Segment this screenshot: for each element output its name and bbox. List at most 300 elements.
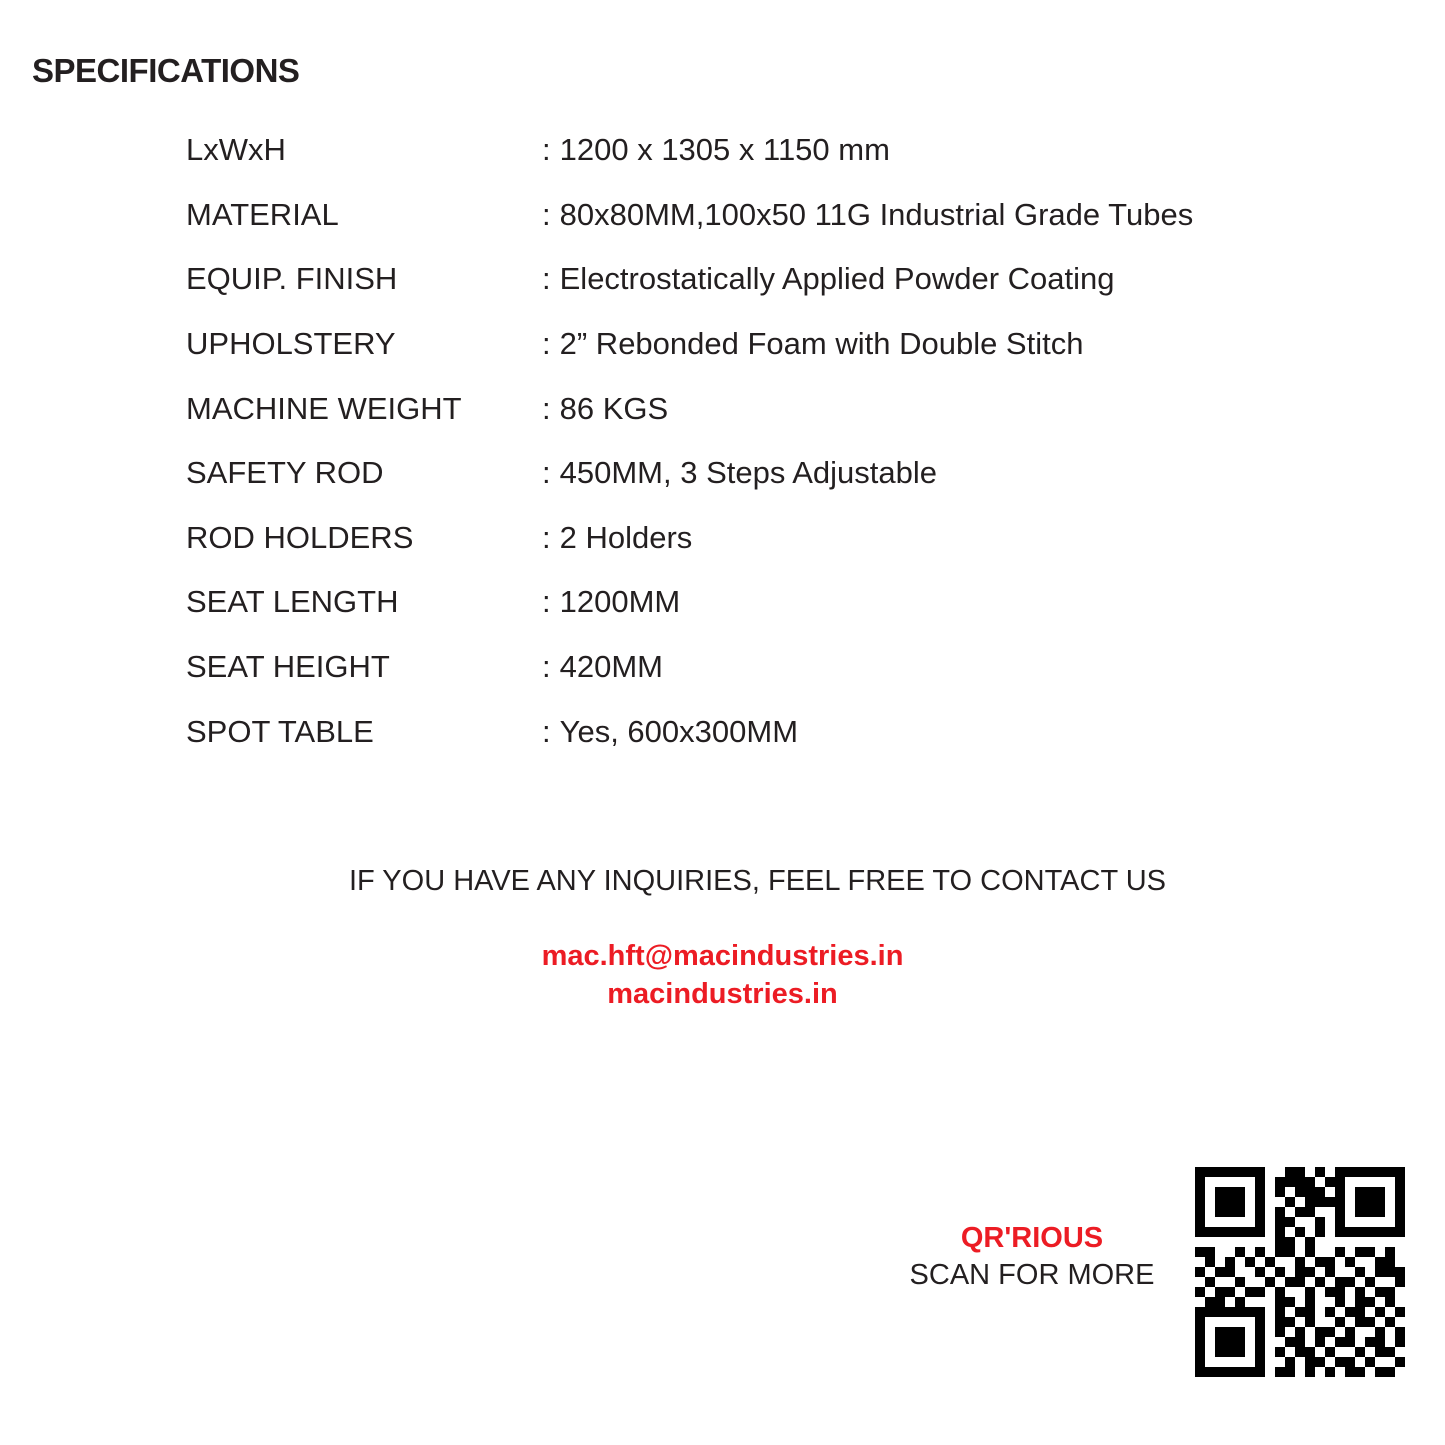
spec-label: SAFETY ROD — [186, 455, 384, 491]
qr-module — [1245, 1187, 1255, 1197]
qr-module — [1395, 1247, 1405, 1257]
spec-colon: : — [542, 261, 551, 297]
qr-module — [1205, 1207, 1215, 1217]
qr-module — [1265, 1297, 1275, 1307]
qr-module — [1345, 1197, 1355, 1207]
qr-module — [1335, 1177, 1345, 1187]
qr-module — [1265, 1347, 1275, 1357]
qr-module — [1315, 1327, 1325, 1337]
qr-module — [1215, 1267, 1225, 1277]
qr-module — [1325, 1247, 1335, 1257]
qr-module — [1245, 1287, 1255, 1297]
qr-module — [1325, 1217, 1335, 1227]
qr-module — [1285, 1227, 1295, 1237]
qr-module — [1345, 1297, 1355, 1307]
qr-module — [1255, 1197, 1265, 1207]
qr-module — [1345, 1207, 1355, 1217]
qr-module — [1285, 1357, 1295, 1367]
qr-module — [1335, 1347, 1345, 1357]
qr-module — [1335, 1197, 1345, 1207]
qr-module — [1305, 1337, 1315, 1347]
spec-label: MATERIAL — [186, 196, 339, 232]
qr-module — [1195, 1247, 1205, 1257]
qr-module — [1325, 1197, 1335, 1207]
qr-module — [1255, 1227, 1265, 1237]
qr-module — [1195, 1207, 1205, 1217]
qr-module — [1235, 1177, 1245, 1187]
spec-colon: : — [542, 390, 551, 426]
qr-module — [1385, 1327, 1395, 1337]
spec-value: 420MM — [559, 649, 663, 685]
qr-module — [1225, 1167, 1235, 1177]
spec-row — [186, 635, 1386, 700]
qr-module — [1275, 1277, 1285, 1287]
spec-label: SPOT TABLE — [186, 713, 374, 749]
spec-label: ROD HOLDERS — [186, 519, 414, 555]
qr-module — [1295, 1307, 1305, 1317]
qr-module — [1325, 1317, 1335, 1327]
qr-module — [1265, 1207, 1275, 1217]
qr-module — [1315, 1277, 1325, 1287]
qr-module — [1395, 1237, 1405, 1247]
qr-module — [1335, 1217, 1345, 1227]
qr-module — [1335, 1267, 1345, 1277]
qr-module — [1315, 1267, 1325, 1277]
qr-module — [1345, 1337, 1355, 1347]
qr-module — [1345, 1357, 1355, 1367]
qr-module — [1355, 1277, 1365, 1287]
qr-module — [1285, 1367, 1295, 1377]
qr-module — [1395, 1277, 1405, 1287]
qr-module — [1295, 1187, 1305, 1197]
qr-module — [1195, 1327, 1205, 1337]
spec-value: 450MM, 3 Steps Adjustable — [559, 455, 938, 491]
qr-module — [1395, 1307, 1405, 1317]
qr-module — [1225, 1357, 1235, 1367]
qr-module — [1215, 1177, 1225, 1187]
qr-module — [1355, 1367, 1365, 1377]
qr-module — [1295, 1167, 1305, 1177]
qr-module — [1335, 1167, 1345, 1177]
qr-module — [1375, 1237, 1385, 1247]
qr-module — [1265, 1307, 1275, 1317]
qr-module — [1195, 1217, 1205, 1227]
qr-module — [1395, 1177, 1405, 1187]
qr-module — [1345, 1287, 1355, 1297]
qr-module — [1285, 1207, 1295, 1217]
spec-colon: : — [542, 584, 551, 620]
qr-module — [1365, 1367, 1375, 1377]
qr-module — [1355, 1187, 1365, 1197]
qr-module — [1325, 1357, 1335, 1367]
qr-module — [1295, 1317, 1305, 1327]
qr-caption — [892, 1220, 1172, 1294]
qr-module — [1345, 1217, 1355, 1227]
qr-module — [1275, 1367, 1285, 1377]
qr-module — [1265, 1177, 1275, 1187]
qr-module — [1315, 1227, 1325, 1237]
qr-module — [1355, 1237, 1365, 1247]
qr-module — [1335, 1317, 1345, 1327]
qr-module — [1255, 1257, 1265, 1267]
qr-module — [1365, 1267, 1375, 1277]
qr-module — [1365, 1277, 1375, 1287]
spec-value: 80x80MM,100x50 11G Industrial Grade Tubes — [559, 196, 1194, 232]
qr-module — [1345, 1277, 1355, 1287]
qr-module — [1315, 1367, 1325, 1377]
qr-module — [1365, 1357, 1375, 1367]
qr-module — [1235, 1217, 1245, 1227]
qr-module — [1285, 1337, 1295, 1347]
qr-module — [1265, 1167, 1275, 1177]
qr-module — [1335, 1237, 1345, 1247]
qr-module — [1325, 1257, 1335, 1267]
qr-module — [1375, 1357, 1385, 1367]
qr-module — [1385, 1357, 1395, 1367]
qr-module — [1225, 1237, 1235, 1247]
qr-module — [1225, 1307, 1235, 1317]
qr-module — [1385, 1337, 1395, 1347]
qr-module — [1265, 1187, 1275, 1197]
qr-module — [1195, 1257, 1205, 1267]
qr-module — [1205, 1277, 1215, 1287]
qr-module — [1355, 1177, 1365, 1187]
qr-module — [1335, 1287, 1345, 1297]
qr-module — [1355, 1347, 1365, 1357]
qr-module — [1315, 1217, 1325, 1227]
qr-module — [1205, 1317, 1215, 1327]
qr-module — [1195, 1197, 1205, 1207]
qr-module — [1315, 1247, 1325, 1257]
qr-module — [1295, 1257, 1305, 1267]
spec-table — [186, 118, 1386, 764]
qr-module — [1205, 1217, 1215, 1227]
qr-module — [1205, 1177, 1215, 1187]
qr-module — [1365, 1237, 1375, 1247]
spec-label: MACHINE WEIGHT — [186, 390, 462, 426]
qr-module — [1385, 1177, 1395, 1187]
qr-module — [1225, 1227, 1235, 1237]
qr-module — [1395, 1327, 1405, 1337]
spec-value: 2” Rebonded Foam with Double Stitch — [559, 326, 1084, 362]
spec-row — [186, 570, 1386, 635]
spec-label: UPHOLSTERY — [186, 326, 396, 362]
qr-module — [1245, 1217, 1255, 1227]
qr-module — [1285, 1287, 1295, 1297]
qr-module — [1375, 1327, 1385, 1337]
qr-module — [1305, 1307, 1315, 1317]
qr-module — [1395, 1337, 1405, 1347]
qr-module — [1385, 1237, 1395, 1247]
qr-module — [1205, 1357, 1215, 1367]
qr-module — [1325, 1227, 1335, 1237]
qr-module — [1345, 1237, 1355, 1247]
qr-module — [1345, 1177, 1355, 1187]
qr-module — [1215, 1247, 1225, 1257]
qr-module — [1385, 1317, 1395, 1327]
qr-module — [1255, 1167, 1265, 1177]
qr-module — [1355, 1317, 1365, 1327]
spec-colon: : — [542, 455, 551, 491]
qr-module — [1245, 1277, 1255, 1287]
qr-module — [1325, 1167, 1335, 1177]
contact-website[interactable]: macindustries.in — [607, 978, 838, 1010]
qr-module — [1295, 1297, 1305, 1307]
qr-module — [1335, 1367, 1345, 1377]
qr-module — [1215, 1277, 1225, 1287]
qr-module — [1385, 1367, 1395, 1377]
qr-module — [1335, 1187, 1345, 1197]
qr-module — [1255, 1237, 1265, 1247]
qr-module — [1325, 1367, 1335, 1377]
qr-module — [1375, 1277, 1385, 1287]
qr-module — [1395, 1347, 1405, 1357]
qr-module — [1355, 1227, 1365, 1237]
qr-module — [1285, 1247, 1295, 1257]
qr-module — [1205, 1287, 1215, 1297]
qr-module — [1375, 1207, 1385, 1217]
qr-module — [1305, 1357, 1315, 1367]
qr-module — [1295, 1287, 1305, 1297]
page-title: SPECIFICATIONS — [32, 52, 300, 89]
qr-module — [1225, 1177, 1235, 1187]
qr-module — [1355, 1297, 1365, 1307]
qr-module — [1375, 1247, 1385, 1257]
qr-module — [1315, 1297, 1325, 1307]
qr-module — [1205, 1257, 1215, 1267]
qr-module — [1275, 1247, 1285, 1257]
qr-module — [1315, 1347, 1325, 1357]
spec-colon: : — [542, 326, 551, 362]
spec-label: SEAT LENGTH — [186, 584, 399, 620]
qr-module — [1275, 1257, 1285, 1267]
qr-module — [1265, 1357, 1275, 1367]
qr-module — [1335, 1337, 1345, 1347]
qr-module — [1205, 1347, 1215, 1357]
spec-value: 1200 x 1305 x 1150 mm — [559, 132, 890, 168]
qr-module — [1265, 1337, 1275, 1347]
qr-module — [1265, 1237, 1275, 1247]
qr-module — [1355, 1307, 1365, 1317]
qr-module — [1295, 1217, 1305, 1227]
qr-module — [1345, 1327, 1355, 1337]
qr-module — [1385, 1287, 1395, 1297]
qr-module — [1225, 1317, 1235, 1327]
qr-module — [1205, 1167, 1215, 1177]
qr-module — [1305, 1297, 1315, 1307]
qr-module — [1235, 1287, 1245, 1297]
qr-module — [1275, 1307, 1285, 1317]
qr-module — [1225, 1217, 1235, 1227]
qr-module — [1255, 1277, 1265, 1287]
spec-colon: : — [542, 132, 551, 168]
qr-module — [1375, 1227, 1385, 1237]
qr-module — [1325, 1267, 1335, 1277]
qr-module — [1255, 1297, 1265, 1307]
qr-module — [1345, 1367, 1355, 1377]
qr-module — [1345, 1227, 1355, 1237]
qr-module — [1205, 1247, 1215, 1257]
spec-colon: : — [542, 196, 551, 232]
qr-module — [1355, 1287, 1365, 1297]
qr-module — [1275, 1337, 1285, 1347]
qr-module — [1315, 1197, 1325, 1207]
qr-module — [1195, 1347, 1205, 1357]
qr-module — [1325, 1297, 1335, 1307]
qr-module — [1395, 1227, 1405, 1237]
qr-module — [1385, 1257, 1395, 1267]
qr-module — [1385, 1197, 1395, 1207]
qr-module — [1235, 1247, 1245, 1257]
qr-module — [1205, 1227, 1215, 1237]
qr-module — [1265, 1227, 1275, 1237]
spec-row — [186, 118, 1386, 183]
qr-module — [1275, 1267, 1285, 1277]
spec-value: 2 Holders — [559, 519, 693, 555]
spec-label: SEAT HEIGHT — [186, 649, 390, 685]
qr-module — [1355, 1197, 1365, 1207]
qr-module — [1215, 1287, 1225, 1297]
spec-colon: : — [542, 713, 551, 749]
qr-module — [1265, 1287, 1275, 1297]
qr-module — [1275, 1177, 1285, 1187]
qr-module — [1245, 1367, 1255, 1377]
qr-module — [1215, 1357, 1225, 1367]
qr-module — [1235, 1187, 1245, 1197]
qr-module — [1215, 1317, 1225, 1327]
qr-module — [1195, 1267, 1205, 1277]
qr-module — [1285, 1307, 1295, 1317]
qr-module — [1375, 1317, 1385, 1327]
qr-module — [1235, 1297, 1245, 1307]
qr-module — [1215, 1307, 1225, 1317]
qr-module — [1365, 1297, 1375, 1307]
qr-module — [1285, 1167, 1295, 1177]
qr-module — [1225, 1257, 1235, 1267]
qr-module — [1275, 1287, 1285, 1297]
qr-module — [1365, 1167, 1375, 1177]
qr-module — [1195, 1317, 1205, 1327]
qr-module — [1275, 1197, 1285, 1207]
qr-module — [1205, 1267, 1215, 1277]
qr-module — [1375, 1197, 1385, 1207]
qr-module — [1225, 1347, 1235, 1357]
qr-module — [1365, 1287, 1375, 1297]
qr-module — [1215, 1207, 1225, 1217]
qr-module — [1245, 1177, 1255, 1187]
qr-module — [1345, 1347, 1355, 1357]
qr-module — [1395, 1317, 1405, 1327]
qr-module — [1365, 1317, 1375, 1327]
qr-module — [1275, 1217, 1285, 1227]
spec-row — [186, 506, 1386, 571]
qr-caption-title: QR'RIOUS — [960, 1222, 1104, 1254]
spec-value: 1200MM — [559, 584, 681, 620]
qr-module — [1375, 1167, 1385, 1177]
qr-module — [1305, 1207, 1315, 1217]
qr-module — [1395, 1167, 1405, 1177]
qr-module — [1195, 1287, 1205, 1297]
qr-module — [1245, 1227, 1255, 1237]
qr-module — [1395, 1357, 1405, 1367]
qr-module — [1225, 1197, 1235, 1207]
qr-module — [1215, 1187, 1225, 1197]
qr-module — [1275, 1347, 1285, 1357]
qr-module — [1345, 1267, 1355, 1277]
qr-module — [1255, 1287, 1265, 1297]
qr-module — [1295, 1327, 1305, 1337]
qr-module — [1315, 1177, 1325, 1187]
qr-module — [1255, 1187, 1265, 1197]
qr-module — [1285, 1267, 1295, 1277]
qr-module — [1245, 1357, 1255, 1367]
qr-module — [1275, 1167, 1285, 1177]
qr-module — [1255, 1307, 1265, 1317]
qr-module — [1265, 1277, 1275, 1287]
qr-module — [1295, 1177, 1305, 1187]
qr-module — [1265, 1257, 1275, 1267]
qr-module — [1205, 1367, 1215, 1377]
qr-module — [1215, 1337, 1225, 1347]
qr-module — [1305, 1347, 1315, 1357]
qr-module — [1295, 1207, 1305, 1217]
qr-module — [1305, 1247, 1315, 1257]
qr-module — [1225, 1277, 1235, 1287]
qr-module — [1345, 1167, 1355, 1177]
spec-colon: : — [542, 649, 551, 685]
qr-module — [1385, 1227, 1395, 1237]
qr-module — [1235, 1317, 1245, 1327]
spec-colon: : — [542, 519, 551, 555]
qr-module — [1195, 1307, 1205, 1317]
qr-module — [1395, 1207, 1405, 1217]
qr-module — [1325, 1187, 1335, 1197]
qr-module — [1275, 1227, 1285, 1237]
qr-module — [1295, 1197, 1305, 1207]
qr-module — [1305, 1317, 1315, 1327]
qr-module — [1235, 1197, 1245, 1207]
qr-module — [1235, 1277, 1245, 1287]
qr-module — [1385, 1207, 1395, 1217]
qr-module — [1355, 1257, 1365, 1267]
qr-module — [1325, 1237, 1335, 1247]
qr-module — [1305, 1167, 1315, 1177]
qr-module — [1325, 1277, 1335, 1287]
contact-email[interactable]: mac.hft@macindustries.in — [541, 940, 904, 972]
qr-module — [1365, 1227, 1375, 1237]
qr-module — [1325, 1347, 1335, 1357]
qr-module — [1345, 1247, 1355, 1257]
qr-module — [1235, 1307, 1245, 1317]
qr-module — [1315, 1237, 1325, 1247]
qr-module — [1345, 1307, 1355, 1317]
qr-module — [1245, 1307, 1255, 1317]
contact-inquiry-line: IF YOU HAVE ANY INQUIRIES, FEEL FREE TO CONTACT US — [348, 865, 1166, 897]
spec-label: LxWxH — [186, 132, 286, 168]
qr-module — [1195, 1227, 1205, 1237]
qr-module — [1215, 1347, 1225, 1357]
qr-module — [1345, 1317, 1355, 1327]
qr-module — [1275, 1237, 1285, 1247]
qr-module — [1395, 1267, 1405, 1277]
qr-module — [1215, 1257, 1225, 1267]
qr-module — [1245, 1337, 1255, 1347]
qr-module — [1205, 1237, 1215, 1247]
qr-module — [1255, 1317, 1265, 1327]
qr-module — [1305, 1367, 1315, 1377]
qr-module — [1365, 1347, 1375, 1357]
qr-module — [1365, 1327, 1375, 1337]
